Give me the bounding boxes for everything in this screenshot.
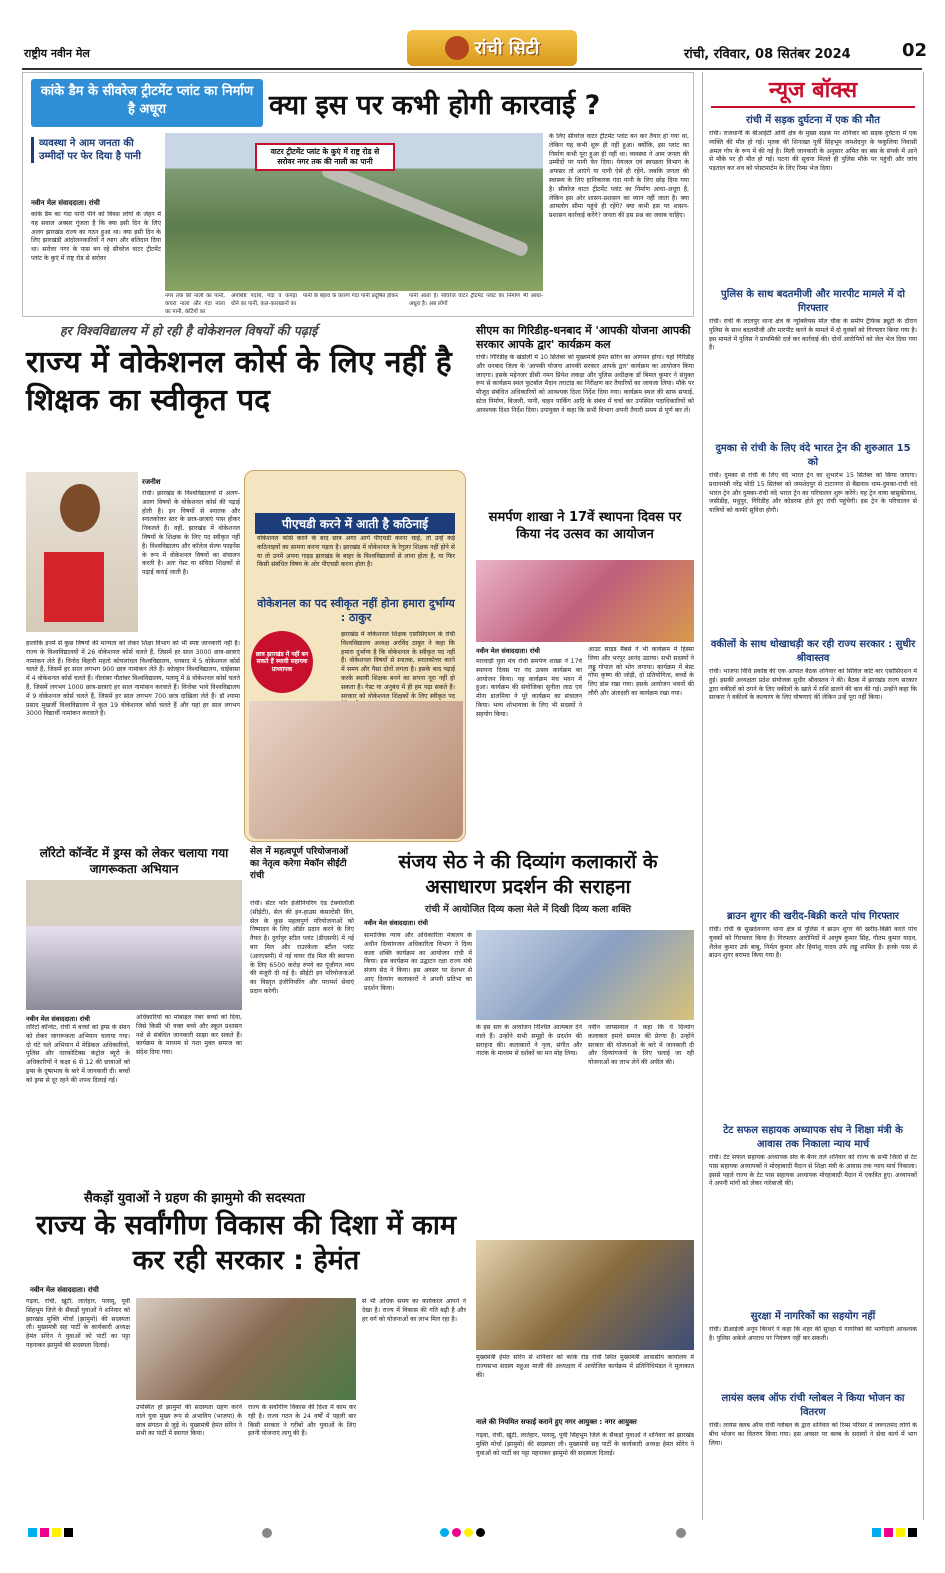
hemant-photo xyxy=(136,1298,356,1400)
cm-body: रांची। गिरिडीह के खंडोली में 10 सितंबर को मुख्यमंत्री हेमंत सोरेन का आगमन होगा। यहां गिरिडीह और धनबाद जिला के 'आपकी योजना आपकी सरकार आपके द्वार' कार्यक्रम का आयोजन किया जाएगा। इसके मद्देनजर डीसी नमन प्रियेश लकड़ा और पुलिस अधीक्षक डॉ बिमल कुमार ने संयुक्त रूप से कार्यक्रम स्थल फुटबॉल मैदान तराटांड़ का निरीक्षण कर तैयारियों का जायजा लिया। मौके पर मौजूद संबंधित अधिकारियों को आवश्यक दिशा निर्देश दिया गया। कार्यक्रम स्थल की साफ सफाई, स्टेज निर्माण, बिजली, पानी, वाहन पार्किंग आदि के संबंध में चर्चा कर उपस्थित पदाधिकारियों को आवश्यक दिशा निर्देश दिया। उपायुक्त ने कहा कि सभी विभाग अपनी तैयारी समय से पूर्ण कर लें। xyxy=(476,354,694,414)
news-item-title: ब्राउन शुगर की खरीद-बिक्री करते पांच गिरफ्तार xyxy=(726,911,900,922)
pull-quote-text: व्यवस्था ने आम जनता की उम्मीदों पर फेर दिया है पानी xyxy=(39,138,141,162)
sanjay-headline: संजय सेठ ने की दिव्यांग कलाकारों के असाधारण प्रदर्शन की सराहना xyxy=(398,851,658,898)
magenta-swatch xyxy=(884,1528,893,1537)
samarpan-col1: मारवाड़ी युवा मंच रांची समर्पण शाखा ने 17वें स्थापना दिवस पर नंद उत्सव कार्यक्रम का आयोजन किया। यह कार्यक्रम मंच भवन में हुआ। कार्यक्रम की संयोजिका सुनीता लाठ एवं मीना डालमिया ने पूरे कार्यक्रम का संचालन किया। भव्य शोभायात्रा के लिए भी सदस्यों ने सहयोग किया। xyxy=(476,658,582,718)
samarpan-byline: नवीन मेल संवाददाता। रांची xyxy=(476,647,540,655)
news-item-title: पुलिस के साथ बदतमीजी और मारपीट मामले में दो गिरफ्तार xyxy=(721,289,905,314)
black-dot xyxy=(476,1528,485,1537)
student-head xyxy=(60,484,100,532)
top-col4: पानी के बहाव के कारण गंदा पानी प्रदूषित होकर xyxy=(303,293,398,299)
top-byline: नवीन मेल संवाददाता। रांची xyxy=(31,199,100,207)
hemant-headline: राज्य के सर्वांगीण विकास की दिशा में काम कर रही सरकार : हेमंत xyxy=(35,1210,457,1277)
sanjay-col1: सामाजिक न्याय और अधिकारिता मंत्रालय के अधीन दिव्यांगजन अधिकारिता विभाग ने दिव्य कला शक्ति कार्यक्रम का आयोजन रांची में किया। इस कार्यक्रम का उद्घाटन रक्षा राज्य मंत्री संजय सेठ ने किया। इस अवसर पर देशभर से आए दिव्यांग कलाकारों ने अपनी प्रतिभा का प्रदर्शन किया। xyxy=(364,932,472,992)
news-item xyxy=(703,1308,923,1386)
top-col6: के लिए सीवरेज वाटर ट्रीटमेंट प्लांट बन कर तैयार हो गया था, लेकिन यह कभी शुरू ही नहीं हुआ। क्योंकि, इस प्लांट का निर्माण कभी पूरा हुआ ही नहीं था। व्यवस्था ने आम जनता की उम्मीदों पर पानी फेर दिया। पेयजल एवं स्वच्छता विभाग के अफसर तो आएंगे या पानी ऐसे ही रहेंगे, जबकि जनता की स्वास्थ्य के लिए हानिकारक गंदा पानी के लिए छोड़ दिया गया है। सीवरेज वाटर ट्रीटमेंट प्लांट का निर्माण आधा-अधूरा है, लेकिन इस ओर शासन-प्रशासन का ध्यान नहीं जाता है। क्या आमलोग सीमा पहुंचे ही रहेंगे? क्या कभी इस पर शासन-प्रशासन कार्रवाई करेंगे? जनता की इस प्रश्न का जवाब चाहिए। xyxy=(549,133,689,220)
cyan-swatch xyxy=(28,1528,37,1537)
dateline: रांची, रविवार, 08 सितंबर 2024 xyxy=(684,47,851,62)
pull-quote xyxy=(31,137,159,163)
news-item-body: रांची। राजधानी के बीआईटी ओपी क्षेत्र के मुख्य सड़क पर शनिवार को सड़क दुर्घटना में एक व्यक्ति की मौत हो गई। मृतक की शिनाख्त पूर्वी सिंहभूम जमशेदपुर के फकुलिया निवासी अमल गोप के रूप में की गई है। मिली जानकारी के अनुसार अमित का बस के संपर्क में आने से मौके पर ही मौत हो गई। घटना की सूचना मिलते ही पुलिस मौके पर पहुंची और जांच पड़ताल कर शव को पोस्टमार्टम के लिए रिम्स भेज दिया। xyxy=(709,130,917,173)
news-item-title: दुमका से रांची के लिए वंदे भारत ट्रेन की शुरुआत 15 को xyxy=(715,443,911,468)
yellow-swatch xyxy=(896,1528,905,1537)
vocational-kicker: हर विश्वविद्यालय में हो रही है वोकेशनल विषयों की पढ़ाई xyxy=(60,323,318,338)
news-item-title: रांची में सड़क दुर्घटना में एक की मौत xyxy=(746,115,880,126)
hemant-kicker: सैकड़ों युवाओं ने ग्रहण की झामुमो की सदस्यता xyxy=(84,1191,305,1206)
news-item-body: रांची। भाजपा विधि प्रकोष्ठ की एक आपात बैठक शनिवार को सिविल कोर्ट बार एसोसिएशन में हुई। इसकी अध्यक्षता प्रदेश संयोजक सुधीर श्रीवास्तव ने की। बैठक में झारखंड राज्य सरकार द्वारा वकीलों को ठगने के लिए वकीलों के खाते में राशि डालने की बात की गई। उन्होंने कहा कि सरकार ने वकीलों के कल्याण के लिए घोषणाएं कीं लेकिन उन्हें पूरा नहीं किया। xyxy=(709,668,917,702)
reg-dot-left xyxy=(262,1528,272,1538)
sanjay-col3: नवीन जायसवाल ने कहा कि ये दिव्यांग कलाकार हमारे समाज की प्रेरणा हैं। उन्होंने सरकार की योजनाओं के बारे में जानकारी दी और दिव्यांगजनों के लिए चलाई जा रही योजनाओं का लाभ लेने की अपील की। xyxy=(588,1024,694,1067)
hemant-body4: से भी अधिक समय का कार्यकाल आपने ने देखा है। राज्य में विकास की गति बढ़ी है और हर वर्ग को योजनाओं का लाभ मिल रहा है। xyxy=(362,1298,466,1323)
vocational-body1: रांची। झारखंड के विश्वविद्यालयों में अलग-अलग विषयों के वोकेशनल कोर्स की पढ़ाई होती है। इन विषयों से स्नातक और स्नातकोत्तर स्तर के छात्र-छात्राएं पास होकर निकलते हैं। वहीं, झारखंड में वोकेशनल विषयों के शिक्षक के लिए पद स्वीकृत नहीं है। विश्वविद्यालय और कॉलेज सेल्फ फाइनेंस के रूप में वोकेशनल विषयों का संचालन करती है। अतः गेस्ट या संविदा शिक्षकों से पढ़ाई कराई जाती है। xyxy=(142,490,240,577)
concert-body2: अधिकारियों का मोबाइल नंबर बच्चों को दिया, जिसे किसी भी वक्त बच्चे और स्कूल प्रशासन नशे से संबंधित जानकारी साझा कर सकते हैं। कार्यक्रम के माध्यम से नशा मुक्त समाज का संदेश दिया गया। xyxy=(136,1014,242,1057)
paper-logo: राष्ट्रीय नवीन मेल xyxy=(24,47,90,60)
color-bar-left xyxy=(28,1528,73,1537)
samarpan-photo xyxy=(476,560,694,642)
news-item-body: रांची। लायंस क्लब ऑफ रांची ग्लोबल के द्वारा शनिवार को रिम्स परिसर में जरूरतमंद लोगों के बीच भोजन का वितरण किया गया। इस अवसर पर क्लब के सदस्यों ने सेवा कार्य में भाग लिया। xyxy=(709,1422,917,1447)
news-item-body: रांची। टेट सफल सहायक अध्यापक संघ के बैनर तले शनिवार को राज्य के सभी जिलों से टेट पास सहायक अध्यापकों ने मोरहाबादी मैदान से शिक्षा मंत्री के आवास तक न्याय मार्च निकाला। इससे पहले राज्य के टेट पास सहायक अध्यापक मोरहाबादी मैदान में एकत्रित हुए। अध्यापकों ने अपनी मांगों को लेकर नारेबाजी की। xyxy=(709,1154,917,1188)
news-item-body: रांची। डीआईजी अनूप बिरथरे ने कहा कि शहर की सुरक्षा में नागरिकों की भागीदारी आवश्यक है। पुलिस अकेले अपराध पर नियंत्रण नहीं कर सकती। xyxy=(709,1326,917,1342)
yellow-dot xyxy=(464,1528,473,1537)
pipe xyxy=(320,162,529,257)
color-bar-right xyxy=(872,1528,917,1537)
top-col1: कांके डैम का गंदा पानी पीने को विवश लोगों के जेहन में यह सवाल अक्सर गूंजता है कि क्या इसी दिन के लिए अलग झारखंड राज्य का गठन हुआ था। क्या इसी दिन के लिए झारखंडी आंदोलनकारियों ने त्याग और बलिदान दिया था। सरोवर नगर के पास बन रहे सीवरेज वाटर ट्रीटमेंट प्लांट के कुएं में राष्ट्र रोड से सरोवर xyxy=(31,211,161,262)
section-title: रांची सिटी xyxy=(474,38,540,59)
news-item-title: टेट सफल सहायक अध्यापक संघ ने शिक्षा मंत्री के आवास तक निकाला न्याय मार्च xyxy=(723,1125,903,1150)
news-item-body: रांची। दुमका से रांची के लिए वंदे भारत ट्रेन का शुभारंभ 15 सितंबर को किया जाएगा। प्रधानमंत्री नरेंद्र मोदी 15 सितंबर को जमशेदपुर से टाटानगर से बैद्यनाथ धाम-दुमका-रांची वंदे भारत ट्रेन और दुमका-रांची वंदे भारत ट्रेन का परिचालन शुरू करेंगे। यह ट्रेन वाया बासुकीनाथ, जसीडीह, मधुपुर, गिरिडीह और कोडरमा होते हुए रांची पहुंचेगी। इस ट्रेन के परिचालन से यात्रियों को काफी सुविधा होगी। xyxy=(709,472,917,515)
students-photo xyxy=(249,701,463,839)
bottom-caption: नाले की नियमित सफाई कराने हुए नगर आयुक्त : नगर आयुक्त xyxy=(476,1418,637,1426)
bottom-body: मुख्यमंत्री हेमंत सोरेन से शनिवार को कांके रोड रांची स्थित मुख्यमंत्री आवासीय कार्यालय में राज्यसभा सदस्य महुआ माजी की अध्यक्षता में आयोजित कार्यक्रम में प्रतिनिधिमंडल ने मुलाकात की। xyxy=(476,1354,694,1379)
cyan-swatch xyxy=(872,1528,881,1537)
hemant-byline: नवीन मेल संवाददाता। रांची xyxy=(30,1286,99,1294)
scroll-title2: वोकेशनल का पद स्वीकृत नहीं होना हमारा दुर्भाग्य : ठाकुर xyxy=(257,597,455,625)
cyan-dot xyxy=(440,1528,449,1537)
magenta-dot xyxy=(452,1528,461,1537)
black-swatch xyxy=(64,1528,73,1537)
student-book xyxy=(44,552,104,622)
news-item-title: सुरक्षा में नागरिकों का सहयोग नहीं xyxy=(750,1311,876,1322)
news-item xyxy=(703,1122,923,1304)
top-col5: पानी आता है। सीवरेज वाटर ट्रीटमेंट प्लांट का निर्माण भी आधा-अधूरा है। अब लोगों xyxy=(409,293,543,307)
news-item-body: रांची। रांची के सुखदेवनगर थाना क्षेत्र से पुलिस ने ब्राउन शुगर की खरीद-बिक्री करते पांच युवकों को गिरफ्तार किया है। गिरफ्तार आरोपियों में आयुष कुमार सिंह, गौतम कुमार यादव, शैलेश कुमार उर्फ बाबू, निर्मल कुमार और हिमांशु यादव उर्फ लड्डू शामिल हैं। इनके पास से ब्राउन शुगर बरामद किया गया है। xyxy=(709,926,917,960)
sanjay-subhead: रांची में आयोजित दिव्य कला मेले में दिखी दिव्य कला शक्ति xyxy=(424,904,632,915)
hemant-body3: राज्य के सर्वांगीण विकास की दिशा में काम कर रही है। राज्य गठन के 24 वर्षों में पहली बार किसी सरकार ने गरीबों और युवाओं के लिए इतनी योजनाएं लागू की हैं। xyxy=(248,1404,356,1438)
top-headline: क्या इस पर कभी होगी कारवाई ? xyxy=(269,90,601,121)
scroll-title1: पीएचडी करने में आती है कठिनाई xyxy=(255,513,455,534)
top-kicker-text: कांके डैम के सीवरेज ट्रीटमेंट प्लांट का निर्माण है अधूरा xyxy=(40,84,254,117)
vocational-headline: राज्य में वोकेशनल कोर्स के लिए नहीं है शिक्षक का स्वीकृत पद xyxy=(26,345,452,418)
news-box-title: न्यूज बॉक्स xyxy=(711,74,915,108)
cm-headline: सीएम का गिरिडीह-धनबाद में 'आपकी योजना आपकी सरकार आपके द्वार' कार्यक्रम कल xyxy=(476,324,691,352)
color-bar-center xyxy=(440,1528,485,1537)
samarpan-headline: समर्पण शाखा ने 17वें स्थापना दिवस पर किया नंद उत्सव का आयोजन xyxy=(488,510,682,542)
news-item xyxy=(703,908,923,1118)
news-item xyxy=(703,636,923,904)
news-item xyxy=(703,1390,923,1482)
yellow-swatch xyxy=(52,1528,61,1537)
red-badge xyxy=(251,631,313,693)
black-swatch xyxy=(908,1528,917,1537)
sanjay-col2: के इस स्तर के आयोजन निश्चित आत्मबल देने वाले हैं। उन्होंने सभी समूहों के प्रदर्शन की सराहना की। कलाकारों ने नृत्य, संगीत और नाटक के माध्यम से दर्शकों का मन मोह लिया। xyxy=(476,1024,582,1058)
pond-photo xyxy=(165,133,543,291)
hemant-body2: उपस्थित हो झामुमो की सदस्यता ग्रहण करने वाले युवा मुख्य रूप से अभाविप (भाजपा) के छात्र संगठन से जुड़े थे। मुख्यमंत्री हेमंत सोरेन ने सभी का पार्टी में स्वागत किया। xyxy=(136,1404,242,1438)
masthead xyxy=(22,36,928,70)
magenta-swatch xyxy=(40,1528,49,1537)
mecon-headline: सेल में महत्वपूर्ण परियोजनाओं का नेतृत्व करेगा मेकॉन सीईटी रांची xyxy=(250,847,349,882)
samarpan-col2: आउट साइड मैंबर्स ने भी कार्यक्रम में हिस्सा लिया और भरपूर आनंद उठाया। सभी सदस्यों ने लड्डू गोपाल को भोग लगाया। कार्यक्रम में बेस्ट गोपा कृष्ण की जोड़ी, दो प्रतियोगिता, बच्चों के लिए डांस रखा गया। इसके आयोजन भवनों की लौरी और अंताक्षरी का कार्यक्रम रखा गया। xyxy=(588,646,694,697)
mecon-body: रांची। सेंटर फॉर इंजीनियरिंग एंड टेक्नोलॉजी (सीईटी), सेल की इन-हाउस कंसल्टेंसी विंग, सेल के कुछ महत्वपूर्ण परियोजनाओं को निष्पादन के लिए ऑर्डर प्रदान करने के लिए तैयार है। दुर्गापुर स्टील प्लांट (डीएसपी) में नई बार मिल और राउरकेला स्टील प्लांट (आरएसपी) में नई वायर रॉड मिल की स्थापना के लिए 6500 करोड़ रुपये का पूंजीगत व्यय की मंजूरी दी गई है। सीईटी इन परियोजनाओं का विस्तृत इंजीनियरिंग और परामर्श सेवाएं प्रदान करेगी। xyxy=(250,900,354,995)
concert-photo xyxy=(26,880,242,1010)
ganesh-icon xyxy=(445,36,469,60)
top-story xyxy=(22,72,694,317)
news-item xyxy=(703,286,923,436)
news-item-title: लायंस क्लब ऑफ रांची ग्लोबल ने किया भोजन का वितरण xyxy=(721,1393,905,1418)
news-item xyxy=(703,440,923,632)
page-number: 02 xyxy=(902,40,928,61)
hemant-body: गढ़वा, रांची, खूंटी, लातेहार, पलामू, पूर्वी सिंहभूम जिले के सैकड़ों युवाओं ने शनिवार को झारखंड मुक्ति मोर्चा (झामुमो) की सदस्यता ली। मुख्यमंत्री सह पार्टी के कार्यकारी अध्यक्ष हेमंत सोरेन ने युवाओं को पार्टी का पट्टा पहनाकर झामुमो की सदस्यता दिलाई। xyxy=(26,1298,130,1349)
bottom-body-more: गढ़वा, रांची, खूंटी, लातेहार, पलामू, पूर्वी सिंहभूम जिले के सैकड़ों युवाओं ने शनिवार को झारखंड मुक्ति मोर्चा (झामुमो) की सदस्यता ली। मुख्यमंत्री सह पार्टी के कार्यकारी अध्यक्ष हेमंत सोरेन ने युवाओं को पार्टी का पट्टा पहनाकर झामुमो की सदस्यता दिलाई। xyxy=(476,1432,694,1457)
student-photo xyxy=(26,472,138,632)
section-banner xyxy=(407,30,577,66)
concert-body: लॉरेटो कॉन्वेंट, रांची में बच्चों को ड्रग्स के सेवन को लेकर जागरूकता अभियान चलाया गया। दो घंटे चले अभियान में मेडिकल अधिकारियों, पुलिस और नारकोटिक्स कंट्रोल ब्यूरो के अधिकारियों ने कक्षा 6 से 12 की छात्राओं को ड्रग्स के दुष्प्रभाव के बारे में जानकारी दी। बच्चों को ड्रग्स से दूर रहने की शपथ दिलाई गई। xyxy=(26,1024,130,1084)
top-col3: अपशिष्ट पदार्थ, गंदा व कपड़ा धोने का पानी, कल-कारखानों का xyxy=(231,293,297,307)
news-item-title: वकीलों के साथ धोखाधड़ी कर रही राज्य सरकार : सुधीर श्रीवास्तव xyxy=(710,639,916,664)
vocational-byline: रजनीश xyxy=(142,478,161,486)
vocational-body2: हालांकि इनमें से कुछ विषयों की मान्यता को लेकर शिक्षा विभाग को भी स्पष्ट जानकारी नहीं है। राज्य के विश्वविद्यालयों में 26 वोकेशनल कोर्स चलते हैं, जिसमें हर साल 3000 छात्र-छात्राएं नामांकन लेते हैं। विनोद बिहारी महतो कोयलांचल विश्वविद्यालय, धनबाद में 5 वोकेशनल कोर्स चलते हैं, जिसमें हर साल लगभग 900 छात्र नामांकन लेते हैं। कोल्हान विश्वविद्यालय, चाईबासा में 4 वोकेशनल कोर्स चलते हैं। नीलांबर पीतांबर विश्वविद्यालय, पलामू में 8 वोकेशनल कोर्स चलते हैं, जिसमें लगभग 1000 छात्र-छात्राएं हर साल नामांकन करवाते हैं। विनोबा भावे विश्वविद्यालय में 9 वोकेशनल कोर्स चलते हैं, जिसमें हर साल लगभग 700 छात्र दाखिला लेते हैं। डॉ श्यामा प्रसाद मुखर्जी विश्वविद्यालय में कुल 19 वोकेशनल कोर्स चलते हैं और यहां हर साल लगभग 3000 विद्यार्थी नामांकन करवाते हैं। xyxy=(26,640,240,718)
red-badge-text: छात्र झारखंड में नहीं बन सकते हैं स्थायी सहायक प्राध्यापक xyxy=(255,650,309,673)
scroll-body2: झारखंड में वोकेशनल शिक्षक एसोसिएशन के रांची विश्वविद्यालय अध्यक्ष अरविंद ठाकुर ने कहा कि हमारा दुर्भाग्य है कि वोकेशनल के स्वीकृत पद नहीं हैं। वोकेशनल विषयों से स्नातक, स्नातकोत्तर करने में समय और पैसा दोनों लगता है। इसके बाद पढ़ाई करके स्थायी शिक्षक बनने का सपना पूरा नहीं हो सकता है। गेस्ट या अनुबंध में ही हम पढ़ा सकते हैं। सरकार को वोकेशनल शिक्षकों के लिए स्वीकृत पद xyxy=(341,631,455,700)
top-kicker xyxy=(31,79,263,127)
photo-caption-text: वाटर ट्रीटमेंट प्लांट के कुएं में राष्ट्र रोड से सरोवर नगर तक की नाली का पानी xyxy=(270,147,380,166)
scroll-body1: वोकेशनल कोर्स करने के बाद छात्र अगर आगे पीएचडी करना चाहें, तो उन्हें कई कठिनाइयों का सामना करना पड़ता है। झारखंड में वोकेशनल के रेगुलर शिक्षक नहीं होने से या तो उनमें अपना गाइड झारखंड के बाहर के विश्वविद्यालयों से लाना होता है, या फिर किसी संबंधित विषय के ओर पीएचडी करना होता है। xyxy=(257,535,455,569)
bottom-photo xyxy=(476,1240,694,1350)
sanjay-byline: नवीन मेल संवाददाता। रांची xyxy=(364,919,428,927)
sanjay-photo xyxy=(476,930,694,1020)
scroll-box xyxy=(244,470,466,842)
news-item-body: रांची। रांची के लालपुर थाना क्षेत्र के न्यूक्लियस मॉल चौक के समीप ट्रैफिक ड्यूटी के दौरान पुलिस के साथ बदतमीजी और मारपीट करने के मामले में दो युवकों को गिरफ्तार किया गया है। इस मामले में पुलिस ने प्राथमिकी दर्ज कर कार्रवाई की। दोनों आरोपियों को जेल भेज दिया गया है। xyxy=(709,318,917,352)
concert-headline: लॉरेटो कॉन्वेंट में ड्रग्स को लेकर चलाया गया जागरूकता अभियान xyxy=(39,846,229,876)
top-col2: नगर तक की नाली का पानी, कचरा नाला और गंदा नाला का पानी, कंटिंगों का xyxy=(165,293,225,315)
news-box xyxy=(702,72,924,1520)
reg-dot-right xyxy=(676,1528,686,1538)
photo-caption xyxy=(255,143,395,171)
news-item xyxy=(703,112,923,282)
concert-byline: नवीन मेल संवाददाता। रांची xyxy=(26,1015,90,1023)
